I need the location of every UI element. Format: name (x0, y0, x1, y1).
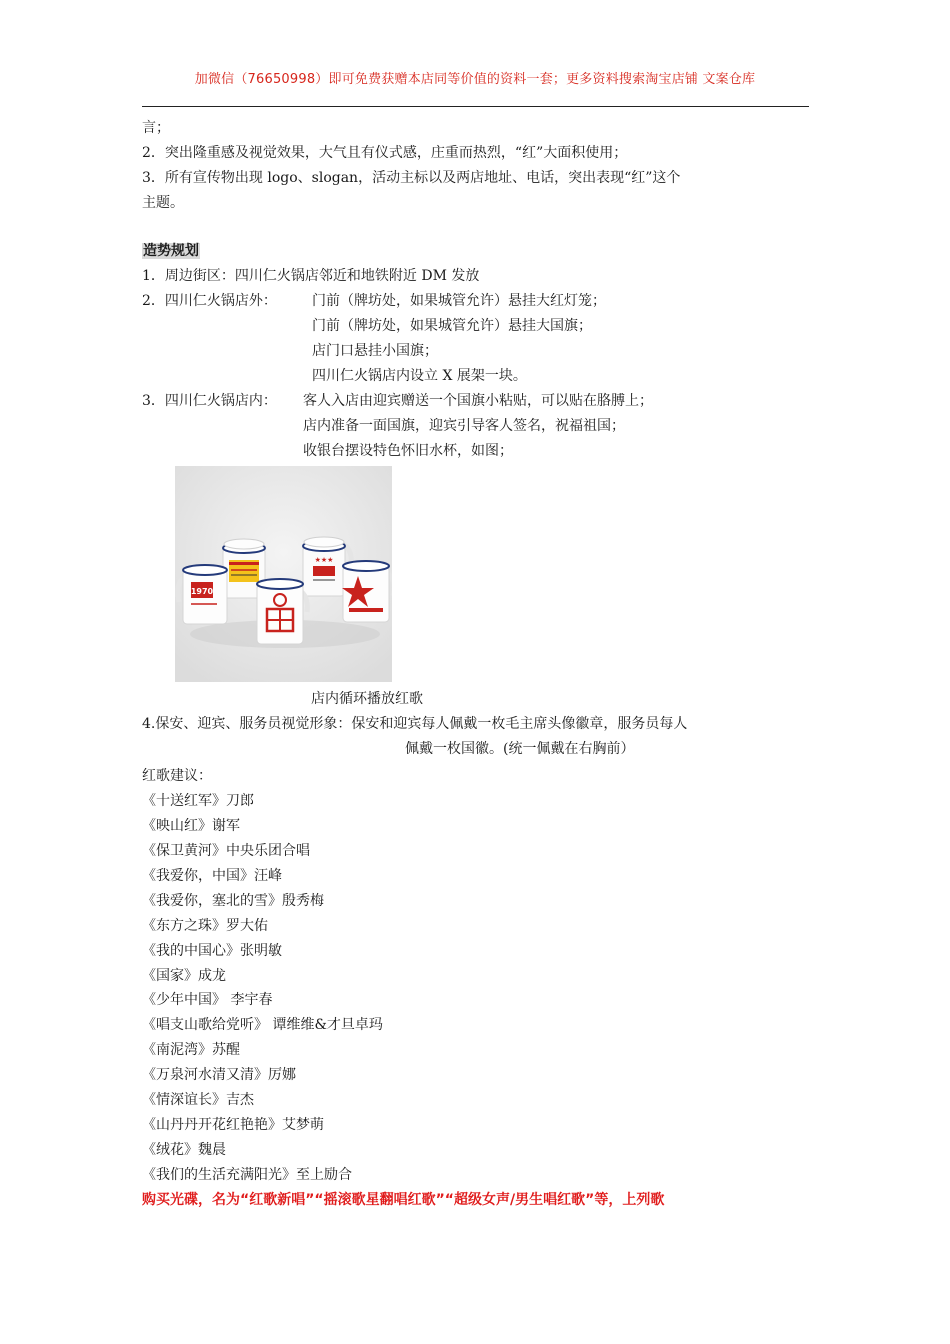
song-item: 《南泥湾》苏醒 (142, 1042, 240, 1058)
song-item: 《唱支山歌给党听》 谭维维&才旦卓玛 (142, 1017, 383, 1033)
song-item: 《绒花》魏晨 (142, 1142, 226, 1158)
plan-heading-line (142, 241, 200, 261)
plan-item-2-c: 店门口悬挂小国旗； (312, 343, 438, 359)
plan-item-3-label: 3．四川仁火锅店内： (142, 393, 277, 409)
plan-item-3-a: 客人入店由迎宾赠送一个国旗小粘贴，可以贴在胳膊上； (303, 393, 653, 409)
svg-text:★★★: ★★★ (314, 556, 334, 564)
principle-3-line-2: 主题。 (142, 195, 184, 211)
plan-item-2-d: 四川仁火锅店内设立 X 展架一块。 (312, 368, 527, 384)
principle-3-line-1: 3．所有宣传物出现 logo、slogan，活动主标以及两店地址、电话，突出表现“红”这个 (142, 170, 681, 186)
plan-item-2-b: 门前（牌坊处，如果城管允许）悬挂大国旗； (312, 318, 592, 334)
song-item: 《东方之珠》罗大佑 (142, 918, 268, 934)
song-item: 《山丹丹开花红艳艳》艾梦萌 (142, 1117, 324, 1133)
song-item: 《我的中国心》张明敏 (142, 943, 282, 959)
principle-1-tail: 言； (142, 120, 170, 136)
header-divider (142, 106, 809, 107)
song-item: 《我们的生活充满阳光》至上励合 (142, 1167, 352, 1183)
plan-item-3-b: 店内准备一面国旗，迎宾引导客人签名，祝福祖国； (303, 418, 625, 434)
plan-item-4-line-1: 4.保安、迎宾、服务员视觉形象：保安和迎宾每人佩戴一枚毛主席头像徽章，服务员每人 (142, 716, 688, 732)
plan-heading: 造势规划 (143, 243, 199, 259)
plan-item-1: 1．周边街区：四川仁火锅店邻近和地铁附近 DM 发放 (142, 268, 480, 284)
song-item: 《映山红》谢军 (142, 818, 240, 834)
song-item: 《保卫黄河》中央乐团合唱 (142, 843, 310, 859)
song-item: 《十送红军》刀郎 (142, 793, 254, 809)
mug-front-center (257, 579, 307, 644)
enamel-mugs-illustration (175, 466, 392, 682)
plan-item-3-d: 店内循环播放红歌 (311, 691, 423, 707)
principle-2: 2．突出隆重感及视觉效果，大气且有仪式感，庄重而热烈，“红”大面积使用； (142, 145, 628, 161)
song-item: 《我爱你，中国》汪峰 (142, 868, 282, 884)
plan-item-2-label: 2．四川仁火锅店外： (142, 293, 277, 309)
header-promo-text: 加微信（76650998）即可免费获赠本店同等价值的资料一套；更多资料搜索淘宝店铺 文案仓库 (194, 72, 756, 87)
song-item: 《万泉河水清又清》厉娜 (142, 1067, 296, 1083)
plan-item-4-line-2: 佩戴一枚国徽。(统一佩戴在右胸前） (405, 741, 635, 757)
song-item: 《情深谊长》吉杰 (142, 1092, 254, 1108)
plan-item-2-a: 门前（牌坊处，如果城管允许）悬挂大红灯笼； (312, 293, 606, 309)
purchase-note: 购买光碟，名为“红歌新唱”“摇滚歌星翻唱红歌”“超级女声/男生唱红歌”等，上列歌 (142, 1192, 665, 1208)
mug-front-right (342, 561, 392, 622)
song-item: 《我爱你，塞北的雪》殷秀梅 (142, 893, 324, 909)
plan-item-3-c: 收银台摆设特色怀旧水杯，如图； (303, 443, 513, 459)
enamel-mugs-photo (175, 466, 392, 682)
mug-front-left (178, 565, 227, 624)
songs-heading: 红歌建议： (142, 768, 212, 784)
mug-1970-label: 1970 (190, 587, 214, 596)
song-item: 《国家》成龙 (142, 968, 226, 984)
song-item: 《少年中国》 李宇春 (142, 992, 273, 1008)
